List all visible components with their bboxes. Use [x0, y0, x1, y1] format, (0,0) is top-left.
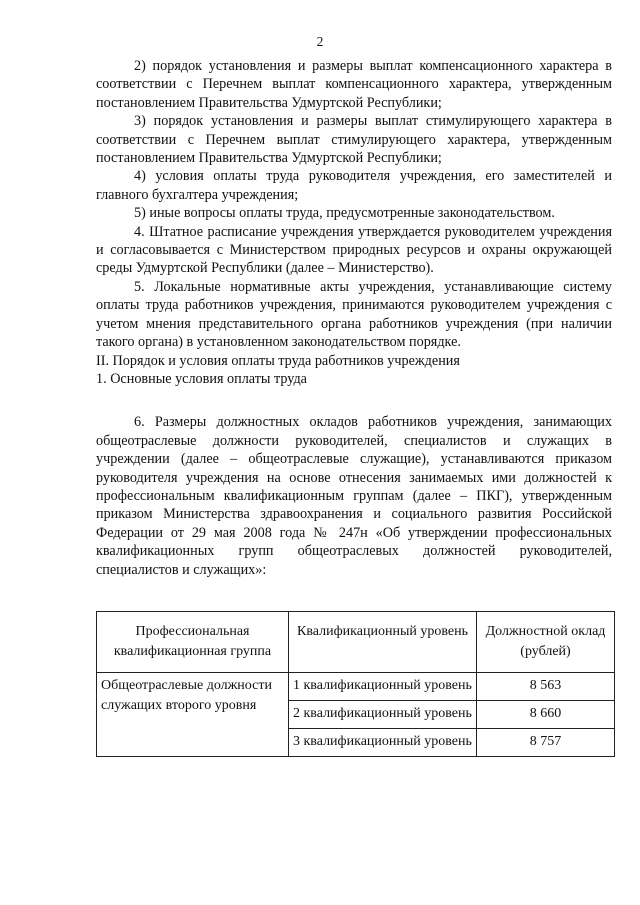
page-number: 2 — [316, 34, 324, 49]
header-qualification-level: Квалификационный уровень — [289, 612, 477, 673]
paragraph-6: 6. Размеры должностных окладов работников учреждения, занимающих общеотраслевые должности руководителей, специалистов и служащих в учреждении (далее – общеотраслевые служащие), устанавливаются приказом руководителя учреждения на основе отнесения занимаемых ими должностей к профессиональным квалификационным группам (далее – ПКГ), утвержденным приказом Министерства здравоохранения и социального развития Российской Федерации от 29 мая 2008 года № 247н «Об утверждении профессиональных квалификационных групп общеотраслевых должностей руководителей, специалистов и служащих»: — [96, 414, 612, 578]
section-heading: II. Порядок и условия оплаты труда работников учреждения — [96, 352, 460, 369]
header-qualification-group: Профессиональная квалификационная группа — [97, 612, 289, 673]
salary-table — [96, 611, 615, 757]
paragraph-item-3: 3) порядок установления и размеры выплат стимулирующего характера в соответствии с Перечнем выплат стимулирующего характера, утвержденным постановлением Правительства Удмуртской Республики; — [96, 113, 612, 167]
group-cell: Общеотраслевые должности служащих второго уровня — [97, 673, 289, 757]
document-body — [96, 57, 612, 579]
table-row — [97, 673, 615, 701]
header-salary: Должностной оклад (рублей) — [477, 612, 615, 673]
level-cell: 3 квалификационный уровень — [289, 729, 477, 757]
paragraph-item-4: 4) условия оплаты труда руководителя учреждения, его заместителей и главного бухгалтера учреждения; — [96, 168, 612, 203]
paragraph-4: 4. Штатное расписание учреждения утверждается руководителем учреждения и согласовывается с Министерством природных ресурсов и охраны окружающей среды Удмуртской Республики (далее – Министерство). — [96, 223, 612, 277]
level-cell: 1 квалификационный уровень — [289, 673, 477, 701]
paragraph-item-5: 5) иные вопросы оплаты труда, предусмотренные законодательством. — [134, 205, 555, 222]
level-cell: 2 квалификационный уровень — [289, 701, 477, 729]
salary-cell: 8 757 — [477, 729, 615, 757]
salary-cell: 8 660 — [477, 701, 615, 729]
table-header-row — [97, 612, 615, 673]
salary-cell: 8 563 — [477, 673, 615, 701]
paragraph-5: 5. Локальные нормативные акты учреждения, устанавливающие систему оплаты труда работников учреждения, принимаются руководителем учреждения с учетом мнения представительного органа работников учреждения (при наличии такого органа) в установленном законодательством порядке. — [96, 278, 612, 351]
subsection-heading: 1. Основные условия оплаты труда — [96, 370, 307, 387]
paragraph-item-2: 2) порядок установления и размеры выплат компенсационного характера в соответствии с Перечнем выплат компенсационного характера, утвержденным постановлением Правительства Удмуртской Республики; — [96, 58, 612, 111]
